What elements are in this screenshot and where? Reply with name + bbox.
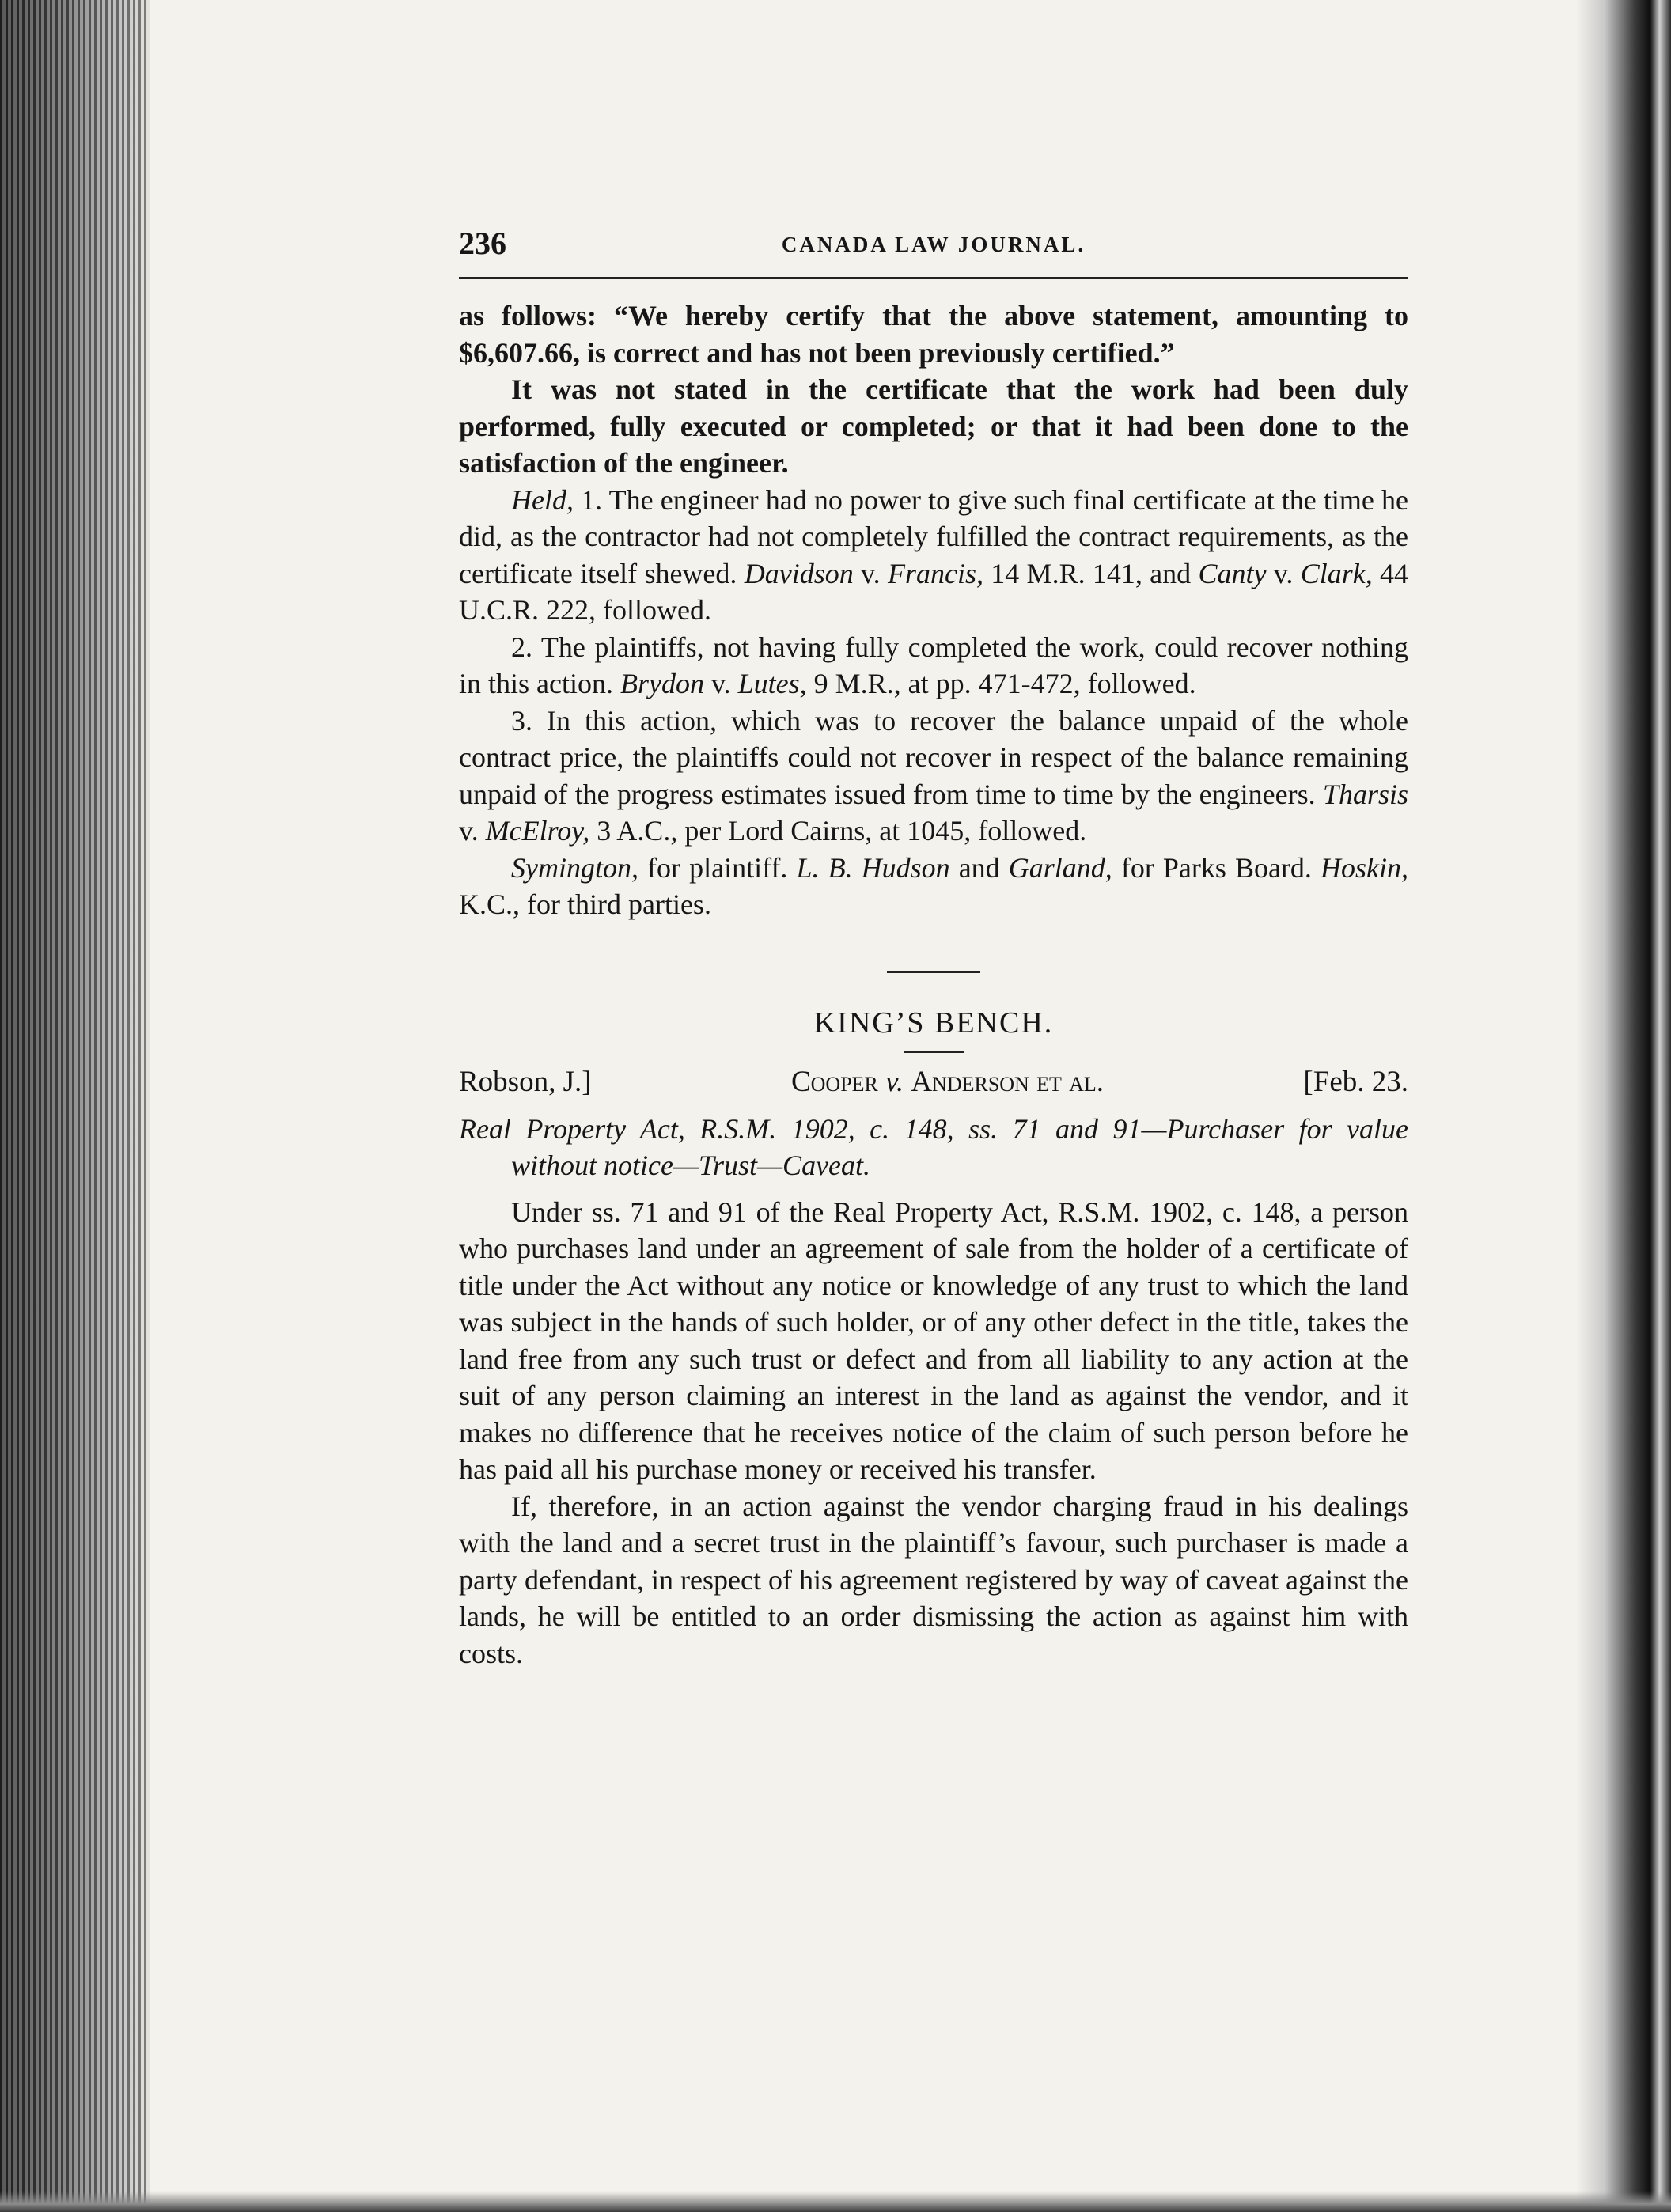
- case-title: Cooper v. Anderson et al.: [790, 1066, 1105, 1098]
- case-date: [Feb. 23.: [1303, 1066, 1408, 1098]
- headnote: Real Property Act, R.S.M. 1902, c. 148, ss. 71 and 91—Purchaser for value without notice—Trust—Caveat.: [459, 1112, 1408, 1181]
- paragraph-held-3: 3. In this action, which was to recover the balance unpaid of the whole contract price, the plaintiffs could not recover in respect of the balance remaining unpaid of the progress estimates issued from time to time by the engineers. Tharsis v. McElroy, 3 A.C., per Lord Cairns, at 1045, followed.: [459, 704, 1408, 847]
- section-title: KING’S BENCH.: [813, 1006, 1054, 1040]
- judge-name: Robson, J.]: [459, 1066, 592, 1098]
- scan-right-edge: [1576, 0, 1671, 2212]
- paragraph-held-2: 2. The plaintiffs, not having fully completed the work, could recover nothing in this action. Brydon v. Lutes, 9 M.R., at pp. 471-472, followed.: [459, 631, 1408, 699]
- paragraph-held-1: Held, 1. The engineer had no power to give such final certificate at the time he did, as the contractor had not completely fulfilled the contract requirements, as the certificate itself shewed. Davidson v. Francis, 14 M.R. 141, and Canty v. Clark, 44 U.C.R. 222, followed.: [459, 483, 1408, 626]
- page-body: [459, 297, 1408, 1672]
- case-line: [459, 1064, 1408, 1101]
- scan-bottom-edge: [0, 2191, 1671, 2212]
- page-number: 236: [459, 225, 506, 261]
- paragraph-conclusion: If, therefore, in an action against the vendor charging fraud in his dealings with the land and a secret trust in the plaintiff’s favour, such purchaser is made a party defendant, in respect of his agreement registered by way of caveat against the lands, he will be entitled to an order dismissing the action as against him with costs.: [459, 1490, 1408, 1669]
- paragraph-certificate-quote: as follows: “We hereby certify that the above statement, amounting to $6,607.66, is correct and has not been previously certified.”: [459, 300, 1408, 369]
- running-head: CANADA LAW JOURNAL.: [781, 233, 1086, 256]
- page-header: [459, 222, 1408, 269]
- paragraph-counsel: Symington, for plaintiff. L. B. Hudson and Garland, for Parks Board. Hoskin, K.C., for third parties.: [459, 851, 1409, 920]
- held-label: Held,: [511, 483, 574, 516]
- paragraph-certificate-statement: It was not stated in the certificate that the work had been duly performed, fully executed or completed; or that it had been done to the satisfaction of the engineer.: [459, 373, 1408, 479]
- scan-left-edge: [0, 0, 150, 2212]
- paragraph-ruling: Under ss. 71 and 91 of the Real Property Act, R.S.M. 1902, c. 148, a person who purchases land under an agreement of sale from the holder of a certificate of title under the Act without any notice or knowledge of any trust to which the land was subject in the hands of such holder, or of any other defect in the title, takes the land free from any such trust or defect and from all liability to any action at the suit of any person claiming an interest in the land as against the vendor, and it makes no difference that he receives notice of the claim of such person before he has paid all his purchase money or received his transfer.: [459, 1195, 1408, 1485]
- header-rule: [459, 277, 1408, 279]
